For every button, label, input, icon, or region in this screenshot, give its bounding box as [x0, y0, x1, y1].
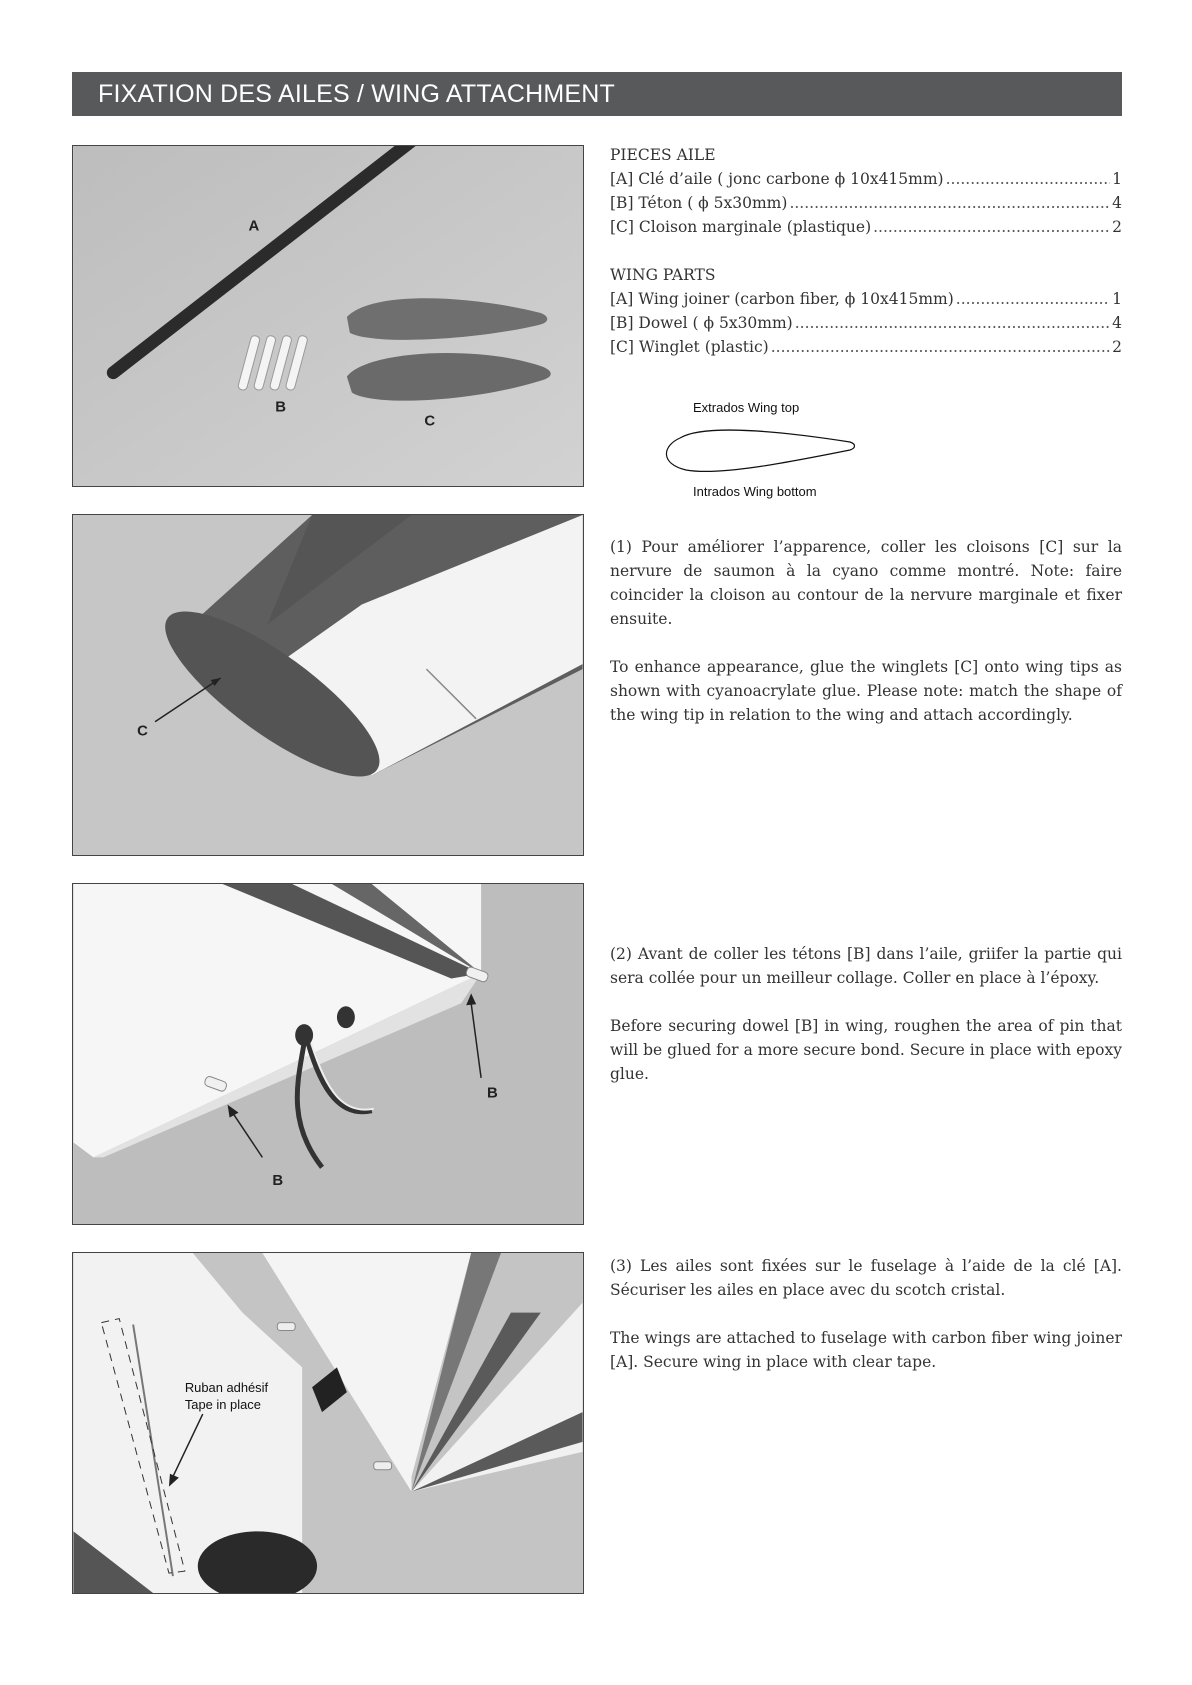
parts-en-title: WING PARTS — [610, 266, 716, 284]
part-row: [B] Téton ( ϕ 5x30mm) ..... 4 — [610, 191, 1122, 215]
label-b-right: B — [487, 1085, 498, 1102]
part-row: [C] Cloison marginale (plastique) ..... 2 — [610, 215, 1122, 239]
label-tape-en: Tape in place — [184, 1397, 261, 1413]
label-a: A — [248, 218, 260, 235]
part-row: [B] Dowel ( ϕ 5x30mm) ..... 4 — [610, 311, 1122, 335]
parts-list-en — [610, 263, 1122, 359]
part-row: [C] Winglet (plastic) ..... 2 — [610, 335, 1122, 359]
parts-photo — [72, 145, 584, 487]
airfoil-bottom-label: Intrados Wing bottom — [693, 484, 817, 499]
wing-joiner-photo — [72, 1252, 584, 1594]
label-b-left: B — [272, 1173, 284, 1190]
step-3 — [610, 1254, 1122, 1374]
step-1-fr: (1) Pour améliorer l’apparence, coller les cloisons [C] sur la nervure de saumon à la cyano comme montré. Note: faire coincider la cloison au contour de la nervure marginale et fixer ensuite. — [610, 538, 1122, 628]
section-header — [72, 72, 1122, 116]
label-c: C — [137, 723, 148, 740]
step-2 — [610, 942, 1122, 1086]
airfoil-outline — [666, 430, 854, 471]
label-b: B — [275, 399, 287, 416]
airfoil-diagram — [650, 398, 890, 500]
step-1-en: To enhance appearance, glue the winglets [C] onto wing tips as shown with cyanoacrylate glue. Please note: match the shape of the wing tip in relation to the wing and attach accordingly. — [610, 658, 1122, 724]
label-c: C — [424, 413, 436, 430]
step-1 — [610, 535, 1122, 727]
winglet-photo — [72, 514, 584, 856]
step-3-fr: (3) Les ailes sont fixées sur le fuselage à l’aide de la clé [A]. Sécuriser les ailes en place avec du scotch cristal. — [610, 1257, 1122, 1299]
step-2-en: Before securing dowel [B] in wing, roughen the area of pin that will be glued for a more secure bond. Secure in place with epoxy glue. — [610, 1017, 1122, 1083]
step-3-en: The wings are attached to fuselage with carbon fiber wing joiner [A]. Secure wing in place with clear tape. — [610, 1329, 1122, 1371]
part-row: [A] Clé d’aile ( jonc carbone ϕ 10x415mm) ..... 1 — [610, 167, 1122, 191]
part-row: [A] Wing joiner (carbon fiber, ϕ 10x415mm) ..... 1 — [610, 287, 1122, 311]
airfoil-top-label: Extrados Wing top — [693, 400, 800, 415]
parts-list-fr — [610, 143, 1122, 239]
label-tape-fr: Ruban adhésif — [184, 1380, 269, 1396]
section-title: FIXATION DES AILES / WING ATTACHMENT — [98, 80, 615, 108]
step-2-fr: (2) Avant de coller les tétons [B] dans l’aile, griifer la partie qui sera collée pour un meilleur collage. Coller en place à l’époxy. — [610, 945, 1122, 987]
parts-fr-title: PIECES AILE — [610, 146, 716, 164]
dowel-photo — [72, 883, 584, 1225]
